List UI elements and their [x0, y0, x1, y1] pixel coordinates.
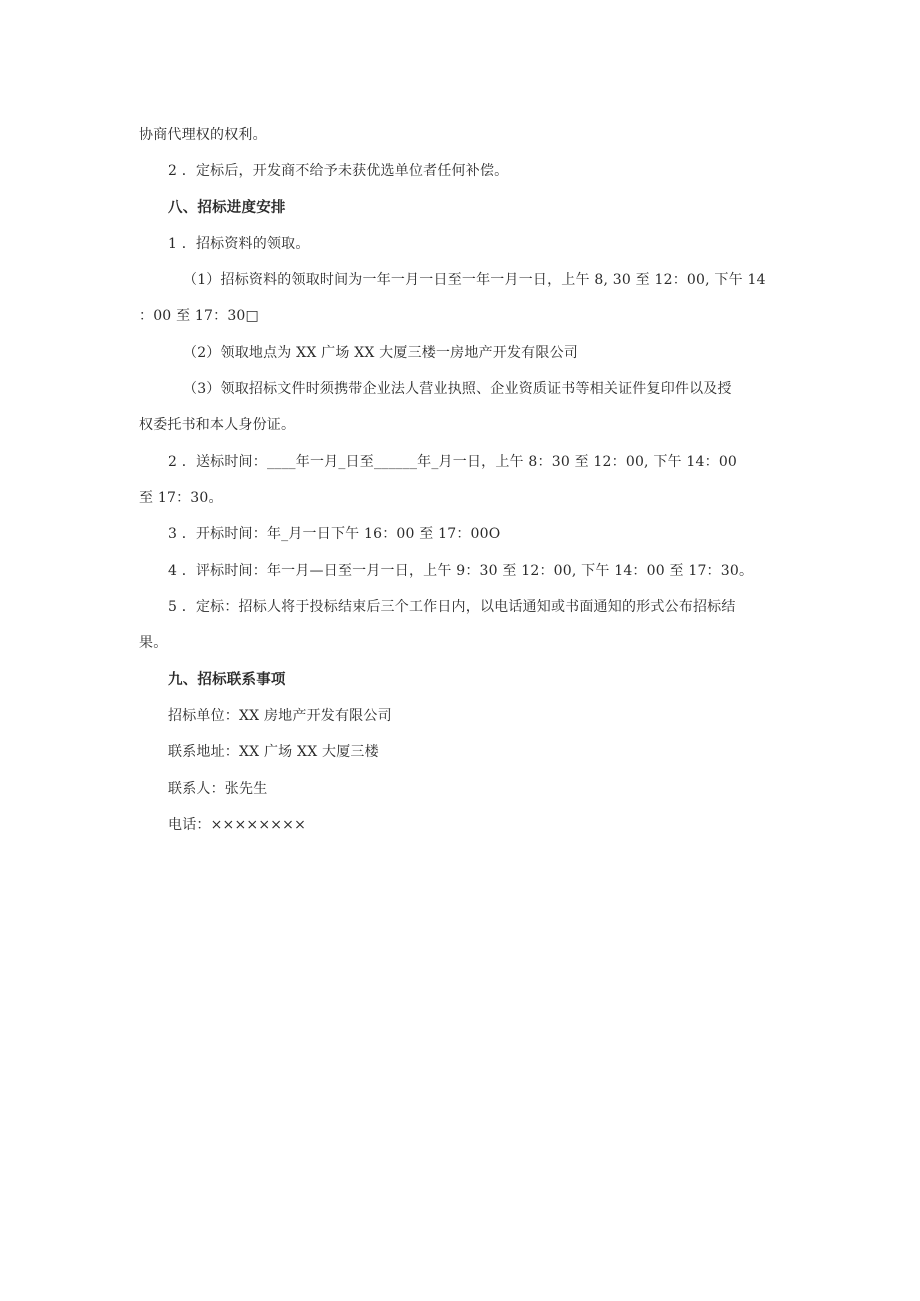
contact-address: 联系地址：XX 广场 XX 大厦三楼: [168, 744, 379, 760]
list-item-award-announcement: 5 ．定标：招标人将于投标结束后三个工作日内，以电话通知或书面通知的形式公布招标结: [168, 599, 736, 615]
contact-phone: 电话：××××××××: [168, 817, 307, 833]
paragraph-continuation: 协商代理权的权利。: [139, 127, 267, 143]
sub-item-collection-time-continued: ：00 至 17：30□: [139, 308, 259, 324]
sub-item-required-documents-continued: 权委托书和本人身份证。: [139, 417, 296, 433]
contact-person: 联系人：张先生: [168, 781, 268, 797]
section-heading-schedule: 八、招标进度安排: [168, 200, 286, 216]
list-item-award-announcement-continued: 果。: [139, 635, 168, 651]
contact-organization: 招标单位：XX 房地产开发有限公司: [168, 708, 392, 724]
section-heading-contact: 九、招标联系事项: [168, 672, 286, 688]
list-item-submission-time: 2 ．送标时间：____年一月_日至______年_月一日，上午 8：30 至 12：00, 下午 14：00: [168, 454, 738, 470]
sub-item-required-documents: （3）领取招标文件时须携带企业法人营业执照、企业资质证书等相关证件复印件以及授: [183, 381, 732, 397]
list-item-opening-time: 3 ．开标时间：年_月一日下午 16：00 至 17：00O: [168, 526, 501, 542]
sub-item-collection-time: （1）招标资料的领取时间为一年一月一日至一年一月一日，上午 8, 30 至 12：00, 下午 14: [183, 272, 766, 288]
sub-item-collection-location: （2）领取地点为 XX 广场 XX 大厦三楼一房地产开发有限公司: [183, 345, 578, 361]
list-item-document-collection: 1 ．招标资料的领取。: [168, 236, 310, 252]
list-item-evaluation-time: 4 ．评标时间：年一月—日至一月一日，上午 9：30 至 12：00, 下午 14：00 至 17：30。: [168, 563, 754, 579]
list-item-award-no-compensation: 2 ．定标后，开发商不给予未获优选单位者任何补偿。: [168, 163, 509, 179]
list-item-submission-time-continued: 至 17：30。: [139, 490, 223, 506]
